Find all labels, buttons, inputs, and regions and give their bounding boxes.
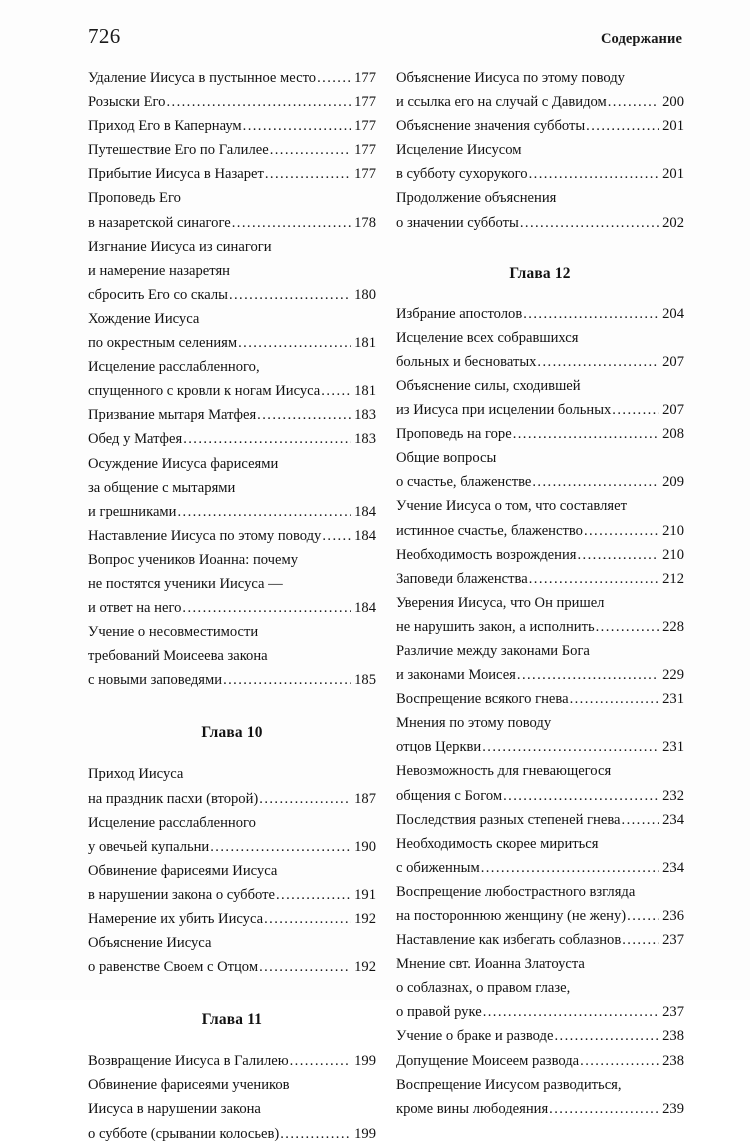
toc-entry-title: с новыми заповедями <box>88 672 223 689</box>
toc-entry[interactable] <box>88 452 376 524</box>
toc-entry-last-line <box>88 427 376 451</box>
toc-entry[interactable] <box>396 567 684 591</box>
toc-entry-last-line <box>396 1000 684 1024</box>
toc-entry-last-line <box>396 470 684 494</box>
toc-entry[interactable] <box>396 543 684 567</box>
toc-entry[interactable] <box>396 711 684 759</box>
dot-leader <box>612 398 659 422</box>
toc-entry-title: и грешниками <box>88 503 177 520</box>
toc-entry-title: истинное счастье, блаженство <box>396 522 583 539</box>
left-column <box>88 66 376 1146</box>
toc-entry-page-number: 199 <box>354 1125 376 1142</box>
toc-entry-title: Наставление Иисуса по этому поводу <box>88 527 322 544</box>
toc-entry-last-line <box>88 114 376 138</box>
toc-entry[interactable] <box>396 374 684 422</box>
toc-entry-title: общения с Богом <box>396 787 503 804</box>
toc-entry-line: Иисуса в нарушении закона <box>88 1101 261 1118</box>
toc-entry[interactable] <box>88 235 376 307</box>
toc-entry[interactable] <box>396 494 684 542</box>
toc-entry-title: Необходимость возрождения <box>396 546 577 563</box>
toc-entry-page-number: 228 <box>662 618 684 635</box>
dot-leader <box>520 211 659 235</box>
dot-leader <box>321 379 351 403</box>
toc-entry-last-line <box>88 211 376 235</box>
running-head <box>88 24 682 54</box>
toc-entry-page-number: 231 <box>662 739 684 756</box>
toc-entry-page-number: 202 <box>662 214 684 231</box>
toc-entry-title: в назаретской синагоге <box>88 214 231 231</box>
dot-leader <box>243 114 351 138</box>
toc-entry-title: о субботе (срывании колосьев) <box>88 1125 280 1142</box>
toc-entry-last-line <box>396 211 684 235</box>
dot-leader <box>264 907 351 931</box>
toc-entry[interactable] <box>88 931 376 979</box>
chapter-heading: Глава 11 <box>201 1011 263 1029</box>
toc-entry-title: с обиженным <box>396 859 480 876</box>
toc-entry-last-line <box>396 350 684 374</box>
toc-entry[interactable] <box>88 524 376 548</box>
dot-leader <box>238 331 351 355</box>
toc-entry-page-number: 239 <box>662 1100 684 1117</box>
toc-entry-last-line <box>88 668 376 692</box>
toc-entry[interactable] <box>88 1049 376 1073</box>
dot-leader <box>537 350 659 374</box>
toc-entry-line: Исцеление всех собравшихся <box>396 329 579 346</box>
dot-leader <box>280 1122 351 1146</box>
toc-entry-title: не нарушить закон, а исполнить <box>396 618 595 635</box>
toc-entry-page-number: 210 <box>662 522 684 539</box>
toc-entry-line: Хождение Иисуса <box>88 310 200 327</box>
toc-entry-title: у овечьей купальни <box>88 838 210 855</box>
chapter-heading-wrapper <box>396 235 684 302</box>
toc-entry-page-number: 200 <box>662 94 684 111</box>
dot-leader <box>276 883 351 907</box>
toc-entry-last-line <box>396 114 684 138</box>
toc-entry-title: сбросить Его со скалы <box>88 286 228 303</box>
dot-leader <box>608 90 659 114</box>
toc-entry-last-line <box>88 283 376 307</box>
toc-entry-page-number: 192 <box>354 911 376 927</box>
toc-entry-page-number: 234 <box>662 859 684 876</box>
toc-entry[interactable] <box>88 138 376 162</box>
toc-entry-line: Общие вопросы <box>396 450 497 467</box>
toc-entry[interactable] <box>396 759 684 807</box>
toc-entry[interactable] <box>88 90 376 114</box>
dot-leader <box>596 615 659 639</box>
toc-entry-last-line <box>396 519 684 543</box>
toc-entry-page-number: 208 <box>662 426 684 443</box>
toc-entry-line: Мнение свт. Иоанна Златоуста <box>396 956 585 973</box>
toc-entry-line: Исцеление расслабленного, <box>88 359 260 376</box>
toc-entry-line: требований Моисеева закона <box>88 648 268 665</box>
toc-entry-last-line <box>396 735 684 759</box>
toc-entry-last-line <box>396 856 684 880</box>
toc-entry[interactable] <box>396 1049 684 1073</box>
dot-leader <box>259 787 351 811</box>
dot-leader <box>177 500 351 524</box>
toc-entry-page-number: 207 <box>662 402 684 419</box>
dot-leader <box>259 955 351 979</box>
toc-entry-title: кроме вины любодеяния <box>396 1100 549 1117</box>
toc-entry-page-number: 181 <box>354 383 376 400</box>
toc-entry-line: и намерение назаретян <box>88 262 230 279</box>
toc-entry-page-number: 232 <box>662 787 684 804</box>
toc-entry-line: за общение с мытарями <box>88 479 236 496</box>
toc-entry[interactable] <box>396 66 684 114</box>
toc-entry-line: Воспрещение любострастного взгляда <box>396 883 636 900</box>
toc-entry-page-number: 184 <box>354 600 376 617</box>
toc-entry-line: Исцеление Иисусом <box>396 142 522 159</box>
toc-entry[interactable] <box>396 1073 684 1121</box>
toc-entry-last-line <box>396 162 684 186</box>
toc-entry-line: Исцеление расслабленного <box>88 814 256 831</box>
toc-entry[interactable] <box>88 307 376 355</box>
toc-entry-last-line <box>88 883 376 907</box>
toc-entry-line: о соблазнах, о правом глазе, <box>396 980 571 997</box>
toc-entry-title: о равенстве Своем с Отцом <box>88 959 259 976</box>
toc-entry-title: Воспрещение всякого гнева <box>396 691 569 708</box>
toc-entry-line: Необходимость скорее мириться <box>396 835 599 852</box>
toc-entry-title: в нарушении закона о субботе <box>88 886 275 903</box>
toc-entry-line: Учение о несовместимости <box>88 624 259 641</box>
toc-entry[interactable] <box>396 639 684 687</box>
toc-entry[interactable] <box>88 859 376 907</box>
dot-leader <box>586 114 659 138</box>
dot-leader <box>182 596 351 620</box>
toc-entry-page-number: 212 <box>662 570 684 587</box>
toc-entry-last-line <box>396 615 684 639</box>
toc-entry-page-number: 234 <box>662 811 684 828</box>
dot-leader <box>210 835 351 859</box>
toc-columns <box>88 66 684 1146</box>
toc-entry-title: отцов Церкви <box>396 739 482 756</box>
toc-entry[interactable] <box>88 186 376 234</box>
toc-entry-last-line <box>396 904 684 928</box>
toc-entry-page-number: 209 <box>662 474 684 491</box>
toc-entry-title: Прибытие Иисуса в Назарет <box>88 166 264 183</box>
toc-entry[interactable] <box>88 114 376 138</box>
toc-entry[interactable] <box>396 928 684 952</box>
toc-entry[interactable] <box>88 1073 376 1145</box>
toc-entry-page-number: 192 <box>354 959 376 976</box>
dot-leader <box>570 687 660 711</box>
toc-entry[interactable] <box>88 403 376 427</box>
dot-leader <box>549 1097 659 1121</box>
toc-entry[interactable] <box>396 446 684 494</box>
toc-entry[interactable] <box>396 880 684 928</box>
toc-entry-title: Избрание апостолов <box>396 305 523 322</box>
toc-entry-page-number: 238 <box>662 1028 684 1045</box>
toc-entry-title: Обед у Матфея <box>88 431 183 448</box>
dot-leader <box>529 162 660 186</box>
toc-entry-page-number: 177 <box>354 94 376 111</box>
dot-leader <box>317 66 351 90</box>
dot-leader <box>229 283 351 307</box>
toc-entry[interactable] <box>396 326 684 374</box>
dot-leader <box>622 928 659 952</box>
toc-entry-line: Мнения по этому поводу <box>396 715 552 732</box>
right-column <box>396 66 684 1146</box>
toc-entry-page-number: 201 <box>662 166 684 183</box>
toc-entry-line: Воспрещение Иисусом разводиться, <box>396 1076 622 1093</box>
chapter-heading: Глава 12 <box>509 264 571 282</box>
toc-entry-title: о счастье, блаженстве <box>396 474 532 491</box>
toc-entry[interactable] <box>88 620 376 692</box>
toc-entry[interactable] <box>396 952 684 1024</box>
chapter-heading-wrapper <box>88 692 376 762</box>
toc-entry-page-number: 183 <box>354 407 376 424</box>
dot-leader <box>482 735 659 759</box>
toc-entry-page-number: 238 <box>662 1052 684 1069</box>
toc-entry[interactable] <box>396 302 684 326</box>
toc-entry-title: Допущение Моисеем развода <box>396 1052 580 1069</box>
toc-entry[interactable] <box>396 591 684 639</box>
toc-entry-page-number: 231 <box>662 691 684 708</box>
toc-entry-line: Обвинение фарисеями учеников <box>88 1077 290 1094</box>
toc-entry-title: Намерение их убить Иисуса <box>88 911 264 927</box>
toc-entry-title: Наставление как избегать соблазнов <box>396 932 622 949</box>
toc-entry-last-line <box>88 907 376 931</box>
dot-leader <box>523 302 659 326</box>
dot-leader <box>183 427 351 451</box>
dot-leader <box>513 422 659 446</box>
toc-entry-line: Уверения Иисуса, что Он пришел <box>396 594 605 611</box>
toc-entry-page-number: 184 <box>354 527 376 544</box>
toc-entry-last-line <box>88 162 376 186</box>
toc-entry-line: Объяснение Иисуса по этому поводу <box>396 70 625 86</box>
toc-entry-last-line <box>88 90 376 114</box>
toc-entry-title: больных и бесноватых <box>396 353 537 370</box>
toc-entry-last-line <box>88 955 376 979</box>
toc-entry-line: Осуждение Иисуса фарисеями <box>88 455 279 472</box>
toc-entry-title: о правой руке <box>396 1004 482 1021</box>
toc-entry-page-number: 199 <box>354 1053 376 1070</box>
dot-leader <box>481 856 659 880</box>
toc-entry-page-number: 187 <box>354 790 376 807</box>
toc-entry-last-line <box>396 928 684 952</box>
toc-entry-last-line <box>88 1122 376 1146</box>
toc-entry-line: Проповедь Его <box>88 190 181 207</box>
toc-entry-last-line <box>396 663 684 687</box>
toc-entry-last-line <box>396 808 684 832</box>
toc-entry-last-line <box>88 1049 376 1073</box>
running-head-title: Содержание <box>600 31 682 47</box>
toc-entry-page-number: 204 <box>662 305 684 322</box>
dot-leader <box>503 784 659 808</box>
toc-entry-line: не постятся ученики Иисуса — <box>88 575 283 592</box>
toc-entry-title: и ссылка его на случай с Давидом <box>396 94 607 111</box>
toc-entry-page-number: 190 <box>354 838 376 855</box>
toc-entry-title: Последствия разных степеней гнева <box>396 811 621 828</box>
toc-entry-last-line <box>88 835 376 859</box>
toc-entry-last-line <box>396 784 684 808</box>
dot-leader <box>257 403 351 427</box>
toc-entry-page-number: 184 <box>354 503 376 520</box>
toc-entry[interactable] <box>396 832 684 880</box>
toc-entry-title: Проповедь на горе <box>396 426 512 443</box>
dot-leader <box>265 162 351 186</box>
toc-entry[interactable] <box>88 548 376 620</box>
toc-entry-title: Приход Его в Капернаум <box>88 118 242 135</box>
toc-entry-title: Возвращение Иисуса в Галилею <box>88 1053 289 1070</box>
toc-entry-title: спущенного с кровли к ногам Иисуса <box>88 383 321 400</box>
toc-entry-title: Путешествие Его по Галилее <box>88 142 269 159</box>
toc-entry[interactable] <box>88 66 376 90</box>
toc-entry-title: на праздник пасхи (второй) <box>88 790 259 807</box>
toc-entry[interactable] <box>396 138 684 186</box>
toc-entry[interactable] <box>396 1024 684 1048</box>
toc-entry-title: из Иисуса при исцелении больных <box>396 402 612 419</box>
toc-entry[interactable] <box>88 427 376 451</box>
toc-entry[interactable] <box>396 808 684 832</box>
toc-entry-page-number: 236 <box>662 908 684 924</box>
toc-entry-page-number: 237 <box>662 1004 684 1021</box>
toc-entry-last-line <box>88 331 376 355</box>
toc-entry-title: и ответ на него <box>88 600 182 617</box>
dot-leader <box>554 1024 659 1048</box>
toc-entry-page-number: 229 <box>662 667 684 684</box>
chapter-heading: Глава 10 <box>201 724 263 742</box>
toc-entry-page-number: 177 <box>354 70 376 86</box>
toc-entry-last-line <box>396 302 684 326</box>
toc-entry[interactable] <box>88 355 376 403</box>
toc-entry-title: Призвание мытаря Матфея <box>88 407 257 424</box>
toc-entry[interactable] <box>396 186 684 234</box>
toc-entry-page-number: 207 <box>662 353 684 370</box>
toc-entry-last-line <box>88 403 376 427</box>
toc-entry-page-number: 210 <box>662 546 684 563</box>
dot-leader <box>584 519 659 543</box>
toc-entry-page-number: 201 <box>662 118 684 135</box>
dot-leader <box>270 138 351 162</box>
toc-entry-last-line <box>88 596 376 620</box>
toc-entry-last-line <box>88 524 376 548</box>
dot-leader <box>627 904 659 928</box>
dot-leader <box>232 211 351 235</box>
toc-entry-title: на постороннюю женщину (не жену) <box>396 908 627 924</box>
toc-entry-page-number: 177 <box>354 118 376 135</box>
toc-entry-line: Объяснение Иисуса <box>88 935 212 952</box>
toc-entry-line: Изгнание Иисуса из синагоги <box>88 238 272 255</box>
toc-entry-last-line <box>88 66 376 90</box>
toc-entry[interactable] <box>396 422 684 446</box>
dot-leader <box>532 470 659 494</box>
toc-entry-last-line <box>396 1024 684 1048</box>
toc-entry-page-number: 178 <box>354 214 376 231</box>
toc-entry-title: Учение о браке и разводе <box>396 1028 554 1045</box>
toc-entry-last-line <box>396 687 684 711</box>
dot-leader <box>223 668 351 692</box>
toc-entry[interactable] <box>88 907 376 931</box>
dot-leader <box>622 808 660 832</box>
dot-leader <box>578 543 660 567</box>
toc-entry[interactable] <box>88 811 376 859</box>
toc-entry-title: Заповеди блаженства <box>396 570 528 587</box>
toc-entry-last-line <box>396 398 684 422</box>
toc-entry-last-line <box>88 787 376 811</box>
toc-entry-page-number: 180 <box>354 286 376 303</box>
toc-entry-title: Объяснение значения субботы <box>396 118 586 135</box>
toc-entry-last-line <box>396 1049 684 1073</box>
toc-entry[interactable] <box>88 162 376 186</box>
toc-entry-title: Розыски Его <box>88 94 166 111</box>
toc-entry-page-number: 183 <box>354 431 376 448</box>
toc-entry-line: Объяснение силы, сходившей <box>396 377 581 394</box>
toc-entry-last-line <box>396 543 684 567</box>
toc-entry-title: Удаление Иисуса в пустынное место <box>88 70 317 86</box>
toc-entry[interactable] <box>396 687 684 711</box>
toc-entry-title: и законами Моисея <box>396 667 516 684</box>
dot-leader <box>322 524 351 548</box>
toc-entry[interactable] <box>88 762 376 810</box>
toc-entry-page-number: 177 <box>354 142 376 159</box>
dot-leader <box>290 1049 352 1073</box>
toc-entry-last-line <box>88 500 376 524</box>
toc-entry-page-number: 237 <box>662 932 684 949</box>
toc-entry-line: Невозможность для гневающегося <box>396 763 612 780</box>
toc-entry-last-line <box>88 138 376 162</box>
dot-leader <box>517 663 659 687</box>
toc-entry-line: Вопрос учеников Иоанна: почему <box>88 551 299 568</box>
dot-leader <box>166 90 351 114</box>
toc-entry-last-line <box>396 1097 684 1121</box>
toc-entry-page-number: 185 <box>354 672 376 689</box>
toc-entry-line: Учение Иисуса о том, что составляет <box>396 498 627 515</box>
chapter-heading-wrapper <box>88 979 376 1049</box>
toc-entry-page-number: 191 <box>354 886 376 903</box>
page-number: 726 <box>88 24 121 48</box>
dot-leader <box>529 567 659 591</box>
dot-leader <box>483 1000 659 1024</box>
toc-entry-title: в субботу сухорукого <box>396 166 528 183</box>
toc-entry-line: Обвинение фарисеями Иисуса <box>88 862 278 879</box>
toc-entry-title: о значении субботы <box>396 214 519 231</box>
toc-entry-last-line <box>396 567 684 591</box>
toc-entry-last-line <box>396 422 684 446</box>
toc-entry-line: Продолжение объяснения <box>396 190 557 207</box>
toc-entry-line: Различие между законами Бога <box>396 642 590 659</box>
toc-entry-line: Приход Иисуса <box>88 766 184 783</box>
toc-entry-title: по окрестным селениям <box>88 335 238 352</box>
dot-leader <box>580 1049 659 1073</box>
toc-entry[interactable] <box>396 114 684 138</box>
toc-entry-page-number: 181 <box>354 335 376 352</box>
toc-entry-last-line <box>88 379 376 403</box>
toc-entry-page-number: 177 <box>354 166 376 183</box>
toc-entry-last-line <box>396 90 684 114</box>
